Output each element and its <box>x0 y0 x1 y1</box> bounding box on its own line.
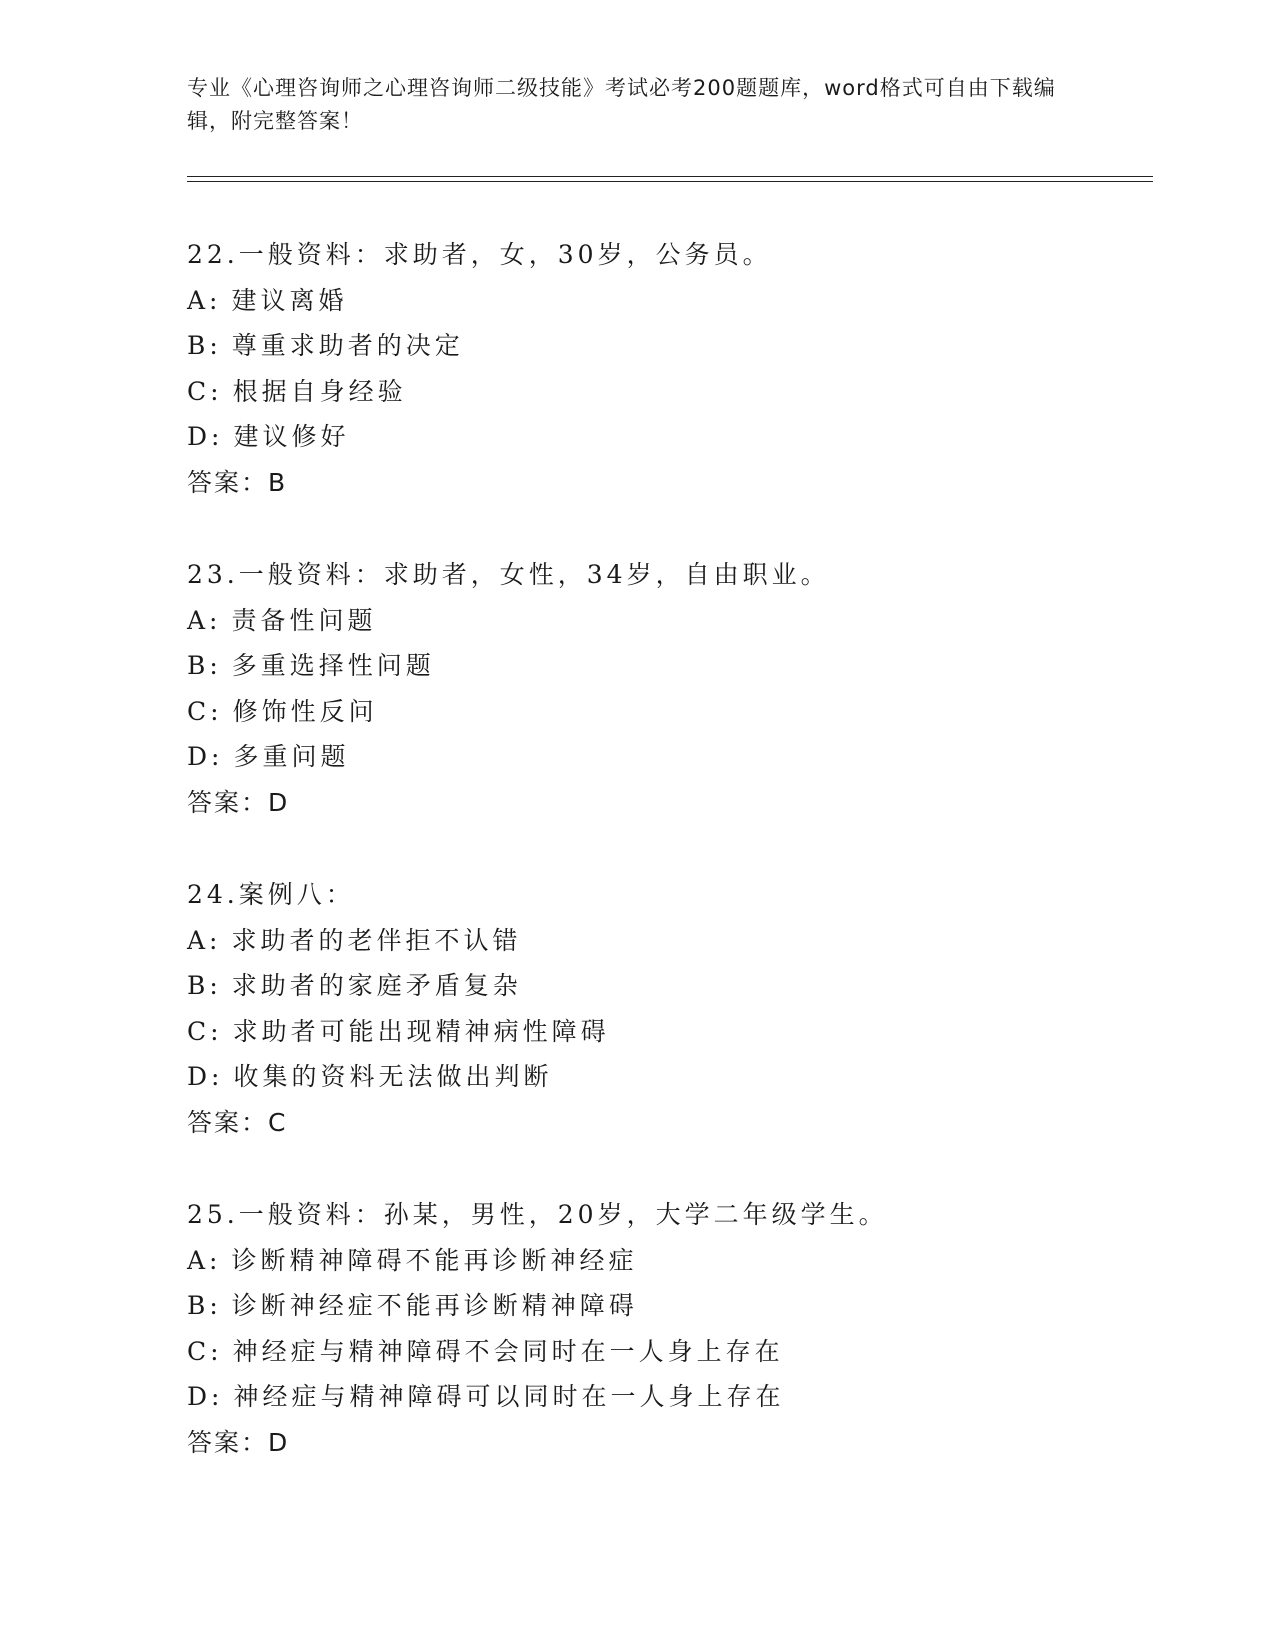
option-key: D: <box>187 422 224 451</box>
option-text: 诊断精神障碍不能再诊断神经症 <box>231 1245 638 1275</box>
option-key: A: <box>187 605 222 635</box>
option-key: C: <box>187 696 223 726</box>
option-text: 多重问题 <box>233 742 350 771</box>
option-text: 神经症与精神障碍可以同时在一人身上存在 <box>233 1382 785 1411</box>
question-stem: 24.案例八： <box>187 880 355 909</box>
option-text: 责备性问题 <box>231 605 377 635</box>
option-key: D: <box>187 1382 224 1411</box>
option-d <box>187 414 1147 460</box>
option-key: D: <box>187 1062 224 1091</box>
option-text: 求助者的老伴拒不认错 <box>231 925 522 955</box>
question-item <box>187 872 1147 1145</box>
option-a <box>187 1238 1147 1284</box>
option-d <box>187 1374 1147 1420</box>
option-text: 尊重求助者的决定 <box>231 331 464 360</box>
option-key: B: <box>187 651 222 680</box>
question-stem: 25.一般资料：孙某，男性，20岁，大学二年级学生。 <box>187 1200 888 1229</box>
option-c <box>187 369 1147 415</box>
option-d <box>187 734 1147 780</box>
option-text: 诊断神经症不能再诊断精神障碍 <box>231 1291 638 1320</box>
option-text: 建议离婚 <box>231 285 348 315</box>
option-text: 多重选择性问题 <box>231 651 435 680</box>
option-a <box>187 278 1147 324</box>
option-a <box>187 918 1147 964</box>
question-stem: 23.一般资料：求助者，女性，34岁，自由职业。 <box>187 560 830 589</box>
option-key: A: <box>187 1245 222 1275</box>
option-key: C: <box>187 1336 223 1366</box>
option-b <box>187 963 1147 1009</box>
option-d <box>187 1054 1147 1100</box>
option-key: D: <box>187 742 224 771</box>
option-key: C: <box>187 1016 223 1046</box>
question-list <box>187 232 1147 1512</box>
answer-line: 答案：C <box>187 1107 288 1137</box>
header-divider-bottom <box>187 181 1153 182</box>
option-b <box>187 643 1147 689</box>
option-key: B: <box>187 331 222 360</box>
option-key: C: <box>187 376 223 406</box>
answer-line: 答案：D <box>187 787 290 817</box>
option-key: A: <box>187 285 222 315</box>
answer-line: 答案：D <box>187 1427 290 1457</box>
option-b <box>187 1283 1147 1329</box>
option-text: 神经症与精神障碍不会同时在一人身上存在 <box>232 1336 784 1366</box>
option-text: 根据自身经验 <box>232 376 407 406</box>
header-divider-top <box>187 176 1153 177</box>
option-text: 修饰性反问 <box>232 696 378 726</box>
option-c <box>187 689 1147 735</box>
answer-line: 答案：B <box>187 467 288 497</box>
option-key: A: <box>187 925 222 955</box>
question-item <box>187 232 1147 505</box>
option-b <box>187 323 1147 369</box>
option-text: 建议修好 <box>233 422 350 451</box>
option-c <box>187 1329 1147 1375</box>
option-c <box>187 1009 1147 1055</box>
option-text: 求助者可能出现精神病性障碍 <box>232 1016 610 1046</box>
question-item <box>187 1192 1147 1465</box>
option-key: B: <box>187 1291 222 1320</box>
question-stem: 22.一般资料：求助者，女，30岁，公务员。 <box>187 240 772 269</box>
option-text: 收集的资料无法做出判断 <box>233 1062 553 1091</box>
option-key: B: <box>187 971 222 1000</box>
document-header: 专业《心理咨询师之心理咨询师二级技能》考试必考200题题库，word格式可自由下载编辑，附完整答案！ <box>187 76 1056 133</box>
option-text: 求助者的家庭矛盾复杂 <box>231 971 522 1000</box>
question-item <box>187 552 1147 825</box>
option-a <box>187 598 1147 644</box>
